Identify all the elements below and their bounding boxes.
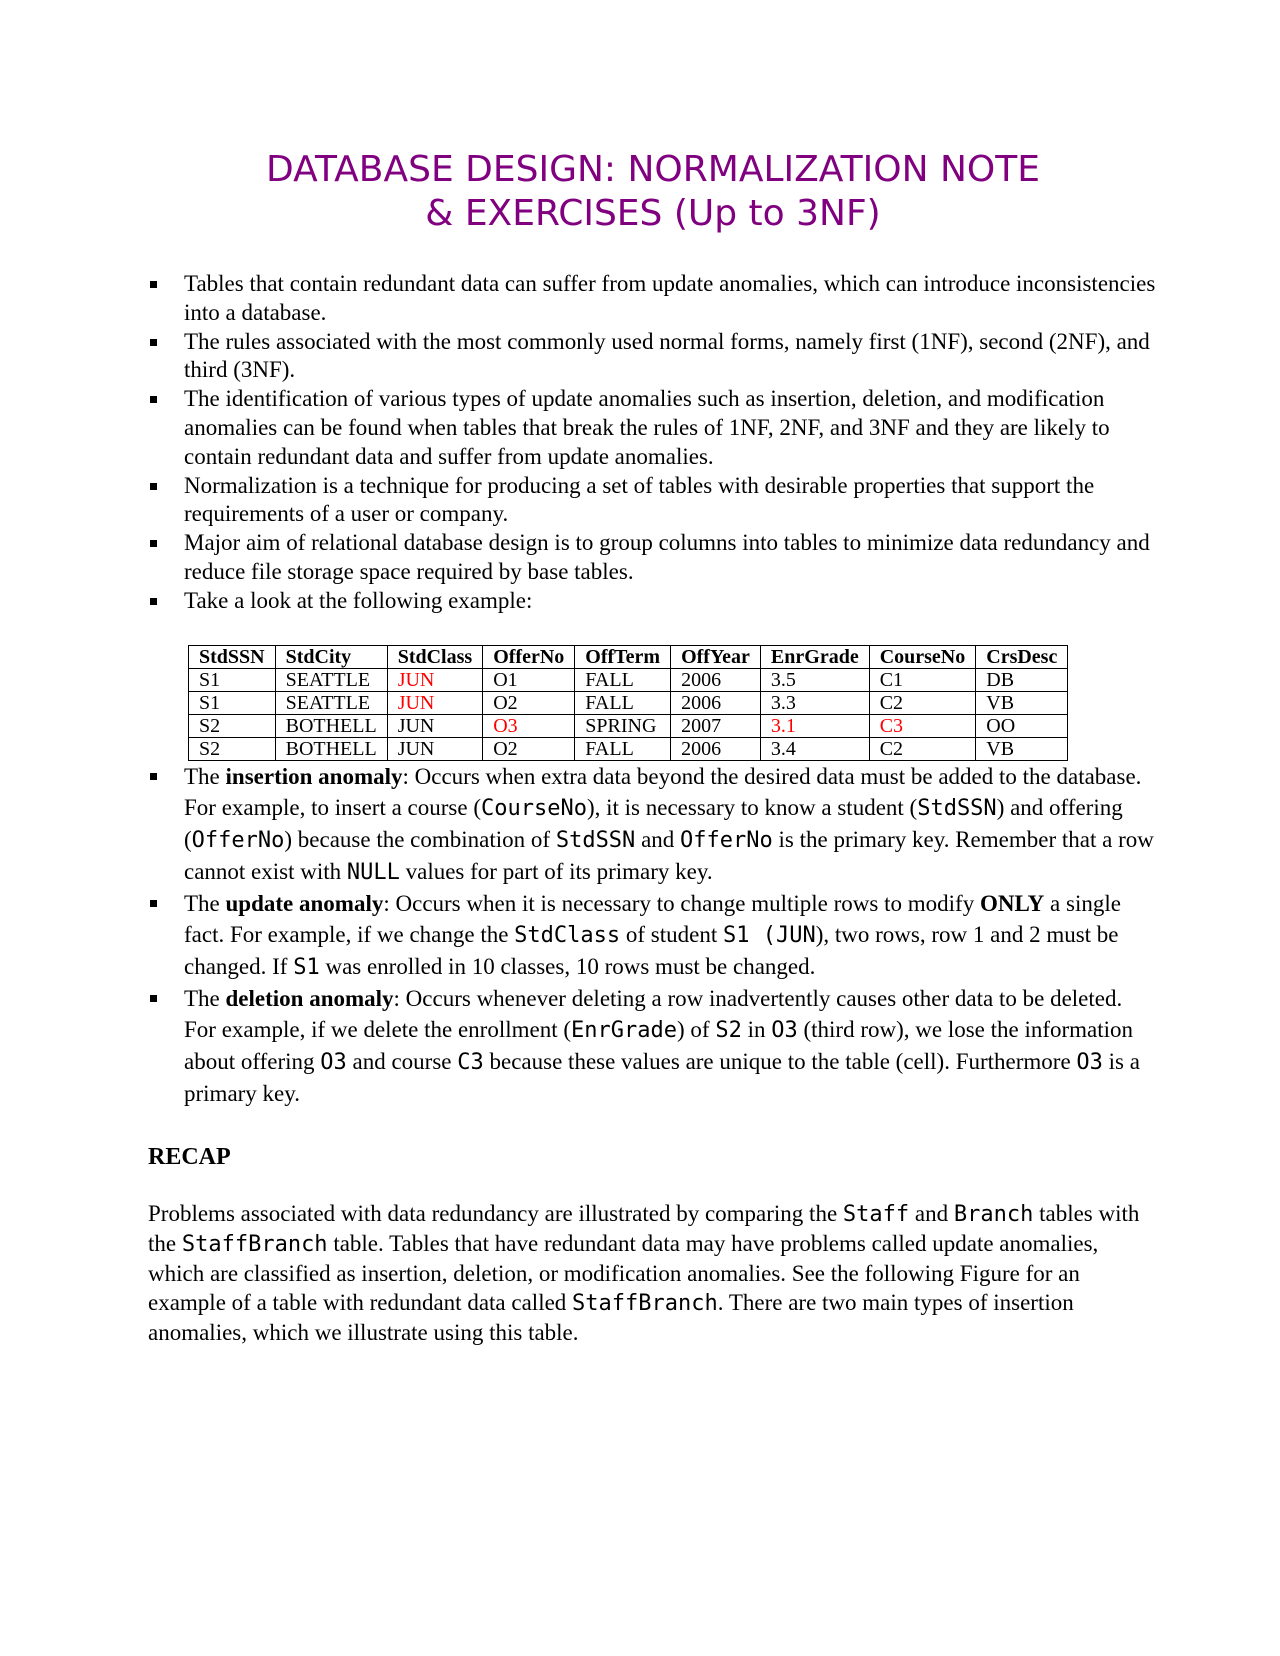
table-cell: BOTHELL	[275, 737, 387, 760]
text-fragment: ), two rows, row 1 and 2 must be changed. If	[184, 921, 1119, 979]
column-header: OfferNo	[483, 645, 575, 668]
code-term: StaffBranch	[181, 1231, 328, 1257]
example-table-container	[188, 645, 1158, 761]
table-cell: S2	[189, 714, 276, 737]
column-header: EnrGrade	[760, 645, 869, 668]
intro-bullet-list	[148, 270, 1158, 616]
table-cell: O2	[483, 737, 575, 760]
code-term: StdClass	[514, 922, 621, 948]
text-fragment: of student	[620, 921, 723, 947]
code-term: OfferNo	[680, 827, 773, 853]
text-fragment: ) of	[677, 1016, 716, 1042]
title-line-2: & EXERCISES (Up to 3NF)	[425, 193, 881, 234]
table-cell: 2006	[671, 668, 761, 691]
table-cell: 3.3	[760, 691, 869, 714]
deletion-anomaly-term: deletion anomaly	[225, 985, 394, 1011]
table-cell: SPRING	[575, 714, 671, 737]
text-fragment: The	[184, 890, 226, 916]
text-fragment: : Occurs when it is necessary to change multiple rows to modify	[383, 890, 980, 916]
text-fragment: tables with the	[148, 1200, 1140, 1256]
code-term: StdSSN	[917, 795, 997, 821]
code-term: O3	[771, 1017, 798, 1043]
table-cell: 2006	[671, 691, 761, 714]
bullet-item: Take a look at the following example:	[148, 587, 1158, 616]
text-fragment: was enrolled in 10 classes, 10 rows must be changed.	[319, 953, 816, 979]
table-row	[189, 737, 1068, 760]
code-term: O3	[320, 1049, 347, 1075]
document-page	[148, 148, 1158, 1347]
table-cell: DB	[976, 668, 1068, 691]
text-fragment: ) and offering (	[184, 794, 1123, 852]
table-cell: 3.4	[760, 737, 869, 760]
column-header: OffTerm	[575, 645, 671, 668]
table-cell: C1	[869, 668, 976, 691]
table-header-row	[189, 645, 1068, 668]
update-anomaly-term: update anomaly	[225, 890, 384, 916]
text-fragment: . There are two main types of insertion anomalies, which we illustrate using this table.	[148, 1289, 1074, 1345]
text-fragment: and	[909, 1200, 954, 1226]
table-cell: FALL	[575, 691, 671, 714]
table-cell: SEATTLE	[275, 691, 387, 714]
table-cell: C2	[869, 737, 976, 760]
code-term: StaffBranch	[572, 1290, 718, 1316]
table-cell-highlighted: JUN	[387, 691, 482, 714]
code-term: CourseNo	[481, 795, 587, 821]
table-cell: C2	[869, 691, 976, 714]
text-fragment: ) because the combination of	[284, 826, 556, 852]
code-term: StdSSN	[555, 827, 636, 853]
text-fragment: is the primary key. Remember that a row cannot exist with	[184, 826, 1154, 884]
emphasis-only: ONLY	[979, 890, 1045, 916]
example-table	[188, 645, 1068, 761]
table-cell: BOTHELL	[275, 714, 387, 737]
text-fragment: values for part of its primary key.	[399, 858, 713, 884]
column-header: StdSSN	[189, 645, 276, 668]
insertion-anomaly-item	[148, 761, 1158, 888]
table-cell: O2	[483, 691, 575, 714]
code-term: EnrGrade	[571, 1017, 677, 1043]
text-fragment: is a primary key.	[184, 1048, 1140, 1106]
code-term: OfferNo	[191, 827, 285, 853]
column-header: StdCity	[275, 645, 387, 668]
table-cell-highlighted: JUN	[387, 668, 482, 691]
bullet-item: Major aim of relational database design is to group columns into tables to minimize data redundancy and reduce file storage space required by base tables.	[148, 529, 1158, 587]
bullet-item: The identification of various types of update anomalies such as insertion, deletion, and modification anomalies can be found when tables that break the rules of 1NF, 2NF, and 3NF and they are likely to contain redundant data and suffer from update anomalies.	[148, 385, 1158, 471]
bullet-item: Tables that contain redundant data can suffer from update anomalies, which can introduce inconsistencies into a database.	[148, 270, 1158, 328]
column-header: OffYear	[671, 645, 761, 668]
bullet-item: Normalization is a technique for producing a set of tables with desirable properties that support the requirements of a user or company.	[148, 472, 1158, 530]
column-header: StdClass	[387, 645, 482, 668]
table-cell-highlighted: O3	[483, 714, 575, 737]
table-cell: JUN	[387, 714, 482, 737]
table-cell: VB	[976, 691, 1068, 714]
table-cell-highlighted: 3.1	[760, 714, 869, 737]
page-title	[148, 148, 1158, 236]
text-fragment: The	[184, 985, 226, 1011]
table-cell: OO	[976, 714, 1068, 737]
text-fragment: : Occurs whenever deleting a row inadvertently causes other data to be deleted. For example, if we delete the enrollment (	[184, 985, 1123, 1042]
table-cell: S1	[189, 668, 276, 691]
text-fragment: (third row), we lose the information about offering	[184, 1016, 1134, 1074]
title-line-1: DATABASE DESIGN: NORMALIZATION NOTE	[266, 149, 1040, 190]
table-cell: FALL	[575, 668, 671, 691]
code-term: Branch	[953, 1201, 1034, 1227]
bullet-item: The rules associated with the most commonly used normal forms, namely first (1NF), second (2NF), and third (3NF).	[148, 328, 1158, 386]
deletion-anomaly-item	[148, 983, 1158, 1109]
table-cell: 2007	[671, 714, 761, 737]
text-fragment: a single fact. For example, if we change the	[184, 890, 1121, 947]
text-fragment: and course	[346, 1048, 458, 1074]
text-fragment: because these values are unique to the table (cell). Furthermore	[483, 1048, 1077, 1074]
table-row	[189, 668, 1068, 691]
table-cell: VB	[976, 737, 1068, 760]
recap-paragraph	[148, 1199, 1158, 1347]
text-fragment: ), it is necessary to know a student (	[586, 794, 918, 820]
table-cell: JUN	[387, 737, 482, 760]
table-cell: S1	[189, 691, 276, 714]
text-fragment: Problems associated with data redundancy are illustrated by comparing the	[148, 1200, 843, 1226]
code-term: S2	[715, 1017, 742, 1043]
table-cell: S2	[189, 737, 276, 760]
table-cell: 2006	[671, 737, 761, 760]
code-term: NULL	[346, 859, 400, 885]
text-fragment: The	[184, 763, 226, 789]
column-header: CourseNo	[869, 645, 976, 668]
table-row	[189, 714, 1068, 737]
table-cell: FALL	[575, 737, 671, 760]
code-term: S1 (JUN	[723, 922, 816, 948]
recap-heading: RECAP	[148, 1143, 231, 1170]
text-fragment: : Occurs when extra data beyond the desired data must be added to the database. For example, to insert a course (	[184, 763, 1142, 820]
code-term: C3	[457, 1049, 484, 1075]
table-cell-highlighted: C3	[869, 714, 976, 737]
update-anomaly-item	[148, 888, 1158, 983]
column-header: CrsDesc	[976, 645, 1068, 668]
table-cell: O1	[483, 668, 575, 691]
table-cell: 3.5	[760, 668, 869, 691]
insertion-anomaly-term: insertion anomaly	[225, 763, 403, 789]
table-cell: SEATTLE	[275, 668, 387, 691]
text-fragment: table. Tables that have redundant data may have problems called update anomalies, which are classified as insertion, deletion, or modification anomalies. See the following Figure for an example of a table with redundant data called	[148, 1230, 1099, 1315]
code-term: S1	[293, 954, 320, 980]
code-term: Staff	[842, 1201, 910, 1227]
anomaly-bullet-list	[148, 761, 1158, 1109]
text-fragment: in	[741, 1016, 772, 1042]
text-fragment: and	[635, 826, 681, 852]
code-term: O3	[1076, 1049, 1103, 1075]
table-row	[189, 691, 1068, 714]
